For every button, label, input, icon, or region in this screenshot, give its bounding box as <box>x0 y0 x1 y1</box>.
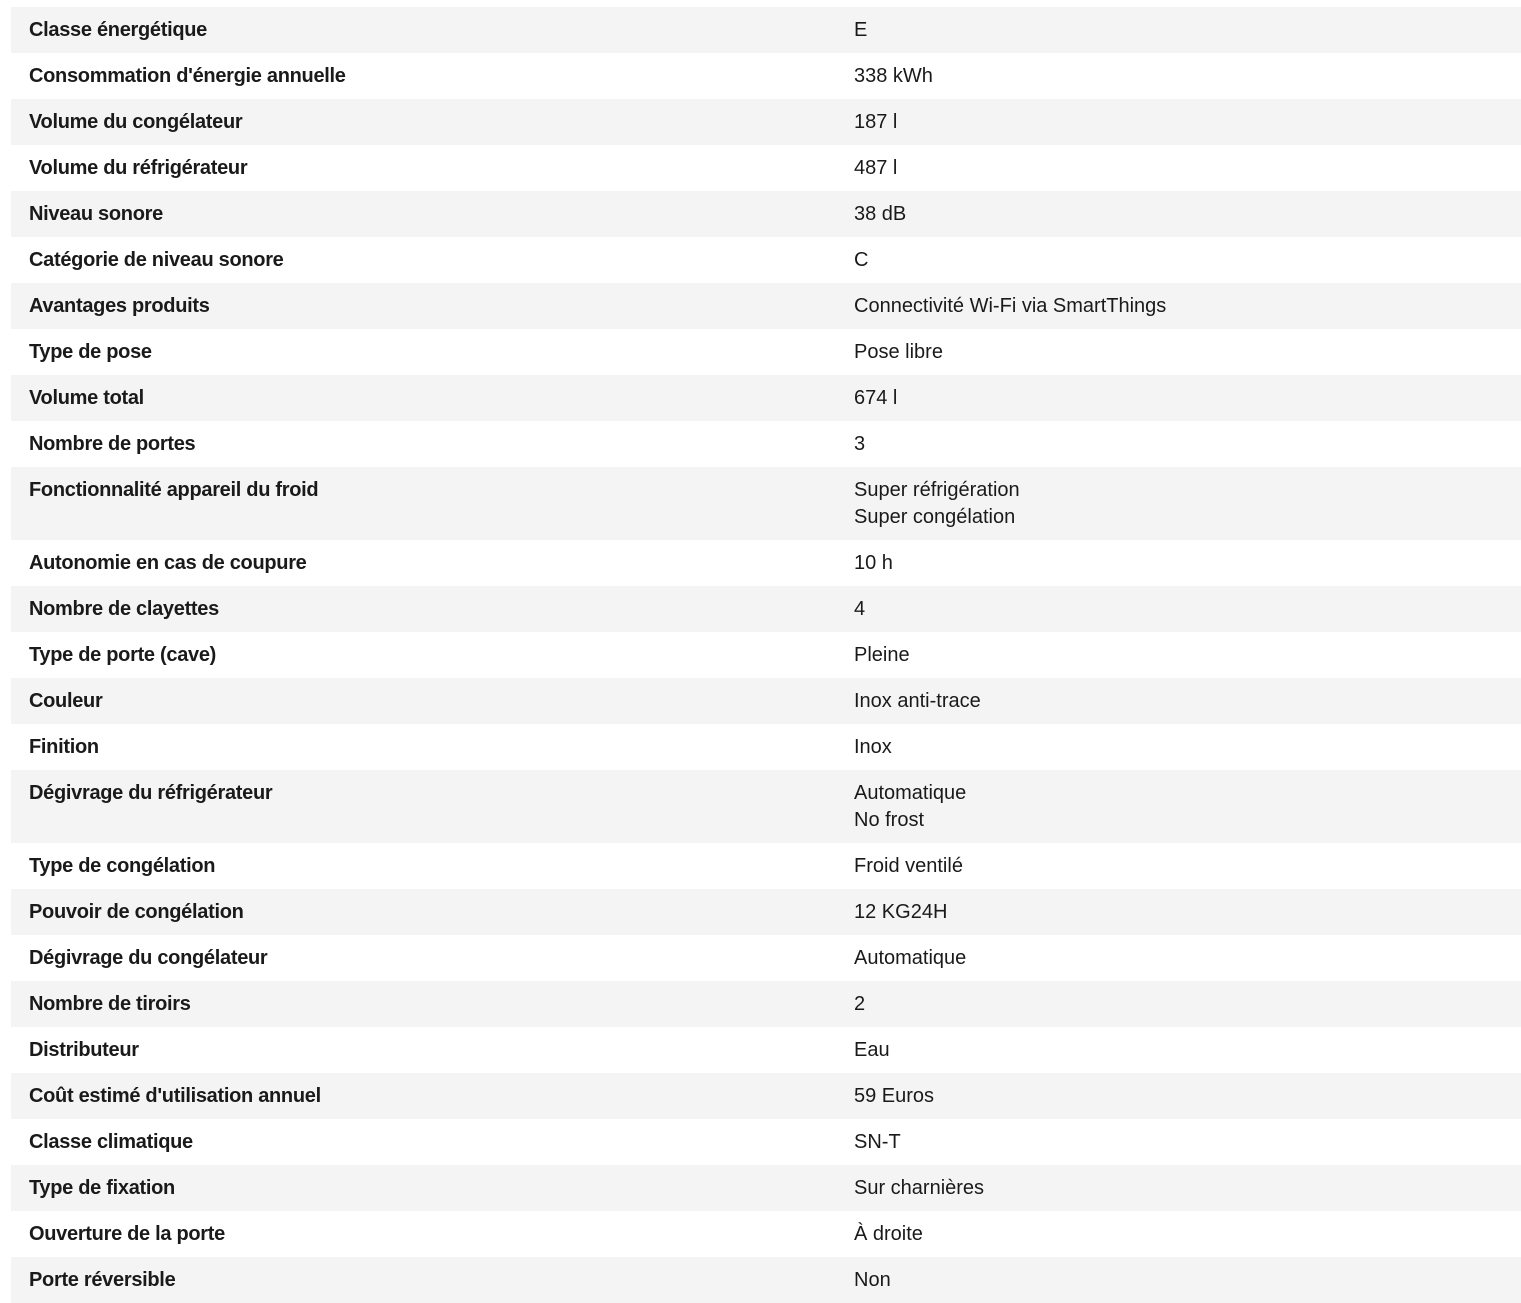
spec-value-line: 674 l <box>854 387 898 409</box>
spec-value-line: 338 kWh <box>854 65 933 87</box>
spec-row <box>11 843 1521 889</box>
spec-table <box>11 7 1521 1303</box>
spec-row <box>11 375 1521 421</box>
spec-value <box>854 734 1521 761</box>
spec-value <box>854 431 1521 458</box>
spec-value <box>854 477 1521 531</box>
spec-value-line: Automatique <box>854 947 967 969</box>
spec-row <box>11 53 1521 99</box>
spec-value <box>854 339 1521 366</box>
spec-value-line: SN-T <box>854 1131 901 1153</box>
spec-value <box>854 385 1521 412</box>
spec-label: Autonomie en cas de coupure <box>29 552 307 574</box>
spec-row <box>11 770 1521 843</box>
spec-value-line: Eau <box>854 1039 890 1061</box>
spec-value-line: No frost <box>854 809 925 831</box>
spec-row <box>11 586 1521 632</box>
spec-row <box>11 191 1521 237</box>
spec-value-line: E <box>854 19 868 41</box>
spec-label: Type de fixation <box>29 1177 175 1199</box>
spec-row <box>11 678 1521 724</box>
spec-label: Classe climatique <box>29 1131 193 1153</box>
spec-value-line: 187 l <box>854 111 898 133</box>
spec-label: Volume du réfrigérateur <box>29 157 248 179</box>
spec-label: Volume total <box>29 387 144 409</box>
spec-value <box>854 1129 1521 1156</box>
spec-value-line: Connectivité Wi-Fi via SmartThings <box>854 295 1167 317</box>
spec-value-line: Non <box>854 1269 891 1291</box>
spec-label: Fonctionnalité appareil du froid <box>29 479 319 501</box>
spec-value-line: Pleine <box>854 644 910 666</box>
spec-row <box>11 421 1521 467</box>
spec-label: Coût estimé d'utilisation annuel <box>29 1085 321 1107</box>
spec-value-line: À droite <box>854 1223 923 1245</box>
spec-value-line: Automatique <box>854 782 967 804</box>
spec-label: Distributeur <box>29 1039 139 1061</box>
spec-row <box>11 632 1521 678</box>
spec-value <box>854 642 1521 669</box>
spec-label: Ouverture de la porte <box>29 1223 225 1245</box>
spec-value <box>854 201 1521 228</box>
spec-row <box>11 1211 1521 1257</box>
spec-value <box>854 247 1521 274</box>
spec-value <box>854 780 1521 834</box>
spec-label: Nombre de clayettes <box>29 598 219 620</box>
spec-row <box>11 329 1521 375</box>
spec-label: Niveau sonore <box>29 203 163 225</box>
spec-label: Volume du congélateur <box>29 111 243 133</box>
spec-value <box>854 688 1521 715</box>
spec-row <box>11 7 1521 53</box>
spec-label: Couleur <box>29 690 103 712</box>
spec-value-line: Froid ventilé <box>854 855 963 877</box>
spec-value <box>854 899 1521 926</box>
spec-value <box>854 1083 1521 1110</box>
spec-value-line: Inox <box>854 736 892 758</box>
spec-value <box>854 1267 1521 1294</box>
spec-value <box>854 991 1521 1018</box>
spec-value-line: C <box>854 249 869 271</box>
spec-label: Avantages produits <box>29 295 210 317</box>
spec-value <box>854 63 1521 90</box>
spec-row <box>11 1119 1521 1165</box>
spec-value-line: 3 <box>854 433 866 455</box>
spec-value <box>854 1037 1521 1064</box>
spec-value-line: 12 KG24H <box>854 901 948 923</box>
spec-row <box>11 1027 1521 1073</box>
spec-label: Pouvoir de congélation <box>29 901 244 923</box>
spec-value <box>854 550 1521 577</box>
spec-row <box>11 724 1521 770</box>
spec-label: Classe énergétique <box>29 19 208 41</box>
spec-row <box>11 283 1521 329</box>
spec-row <box>11 889 1521 935</box>
spec-row <box>11 145 1521 191</box>
spec-value <box>854 17 1521 44</box>
spec-value <box>854 596 1521 623</box>
spec-row <box>11 237 1521 283</box>
spec-label: Dégivrage du réfrigérateur <box>29 782 273 804</box>
spec-value <box>854 1221 1521 1248</box>
spec-label: Consommation d'énergie annuelle <box>29 65 346 87</box>
spec-label: Type de pose <box>29 341 152 363</box>
spec-value-line: 487 l <box>854 157 898 179</box>
spec-label: Type de porte (cave) <box>29 644 217 666</box>
spec-value <box>854 293 1521 320</box>
spec-value-line: 4 <box>854 598 866 620</box>
spec-value-line: 2 <box>854 993 866 1015</box>
spec-value-line: Super réfrigération <box>854 479 1020 501</box>
spec-row <box>11 981 1521 1027</box>
spec-row <box>11 1257 1521 1303</box>
spec-label: Finition <box>29 736 99 758</box>
spec-row <box>11 99 1521 145</box>
spec-label: Dégivrage du congélateur <box>29 947 268 969</box>
spec-value <box>854 155 1521 182</box>
spec-value-line: Pose libre <box>854 341 943 363</box>
spec-value-line: Super congélation <box>854 506 1016 528</box>
spec-row <box>11 540 1521 586</box>
spec-row <box>11 467 1521 540</box>
spec-value-line: 10 h <box>854 552 893 574</box>
spec-label: Catégorie de niveau sonore <box>29 249 284 271</box>
spec-label: Porte réversible <box>29 1269 176 1291</box>
spec-value-line: 38 dB <box>854 203 907 225</box>
spec-label: Nombre de tiroirs <box>29 993 191 1015</box>
spec-value-line: Inox anti-trace <box>854 690 981 712</box>
spec-value <box>854 1175 1521 1202</box>
spec-value-line: 59 Euros <box>854 1085 935 1107</box>
spec-row <box>11 1165 1521 1211</box>
spec-value <box>854 945 1521 972</box>
spec-value-line: Sur charnières <box>854 1177 985 1199</box>
spec-label: Nombre de portes <box>29 433 196 455</box>
spec-value <box>854 853 1521 880</box>
spec-value <box>854 109 1521 136</box>
spec-row <box>11 935 1521 981</box>
spec-row <box>11 1073 1521 1119</box>
spec-label: Type de congélation <box>29 855 216 877</box>
